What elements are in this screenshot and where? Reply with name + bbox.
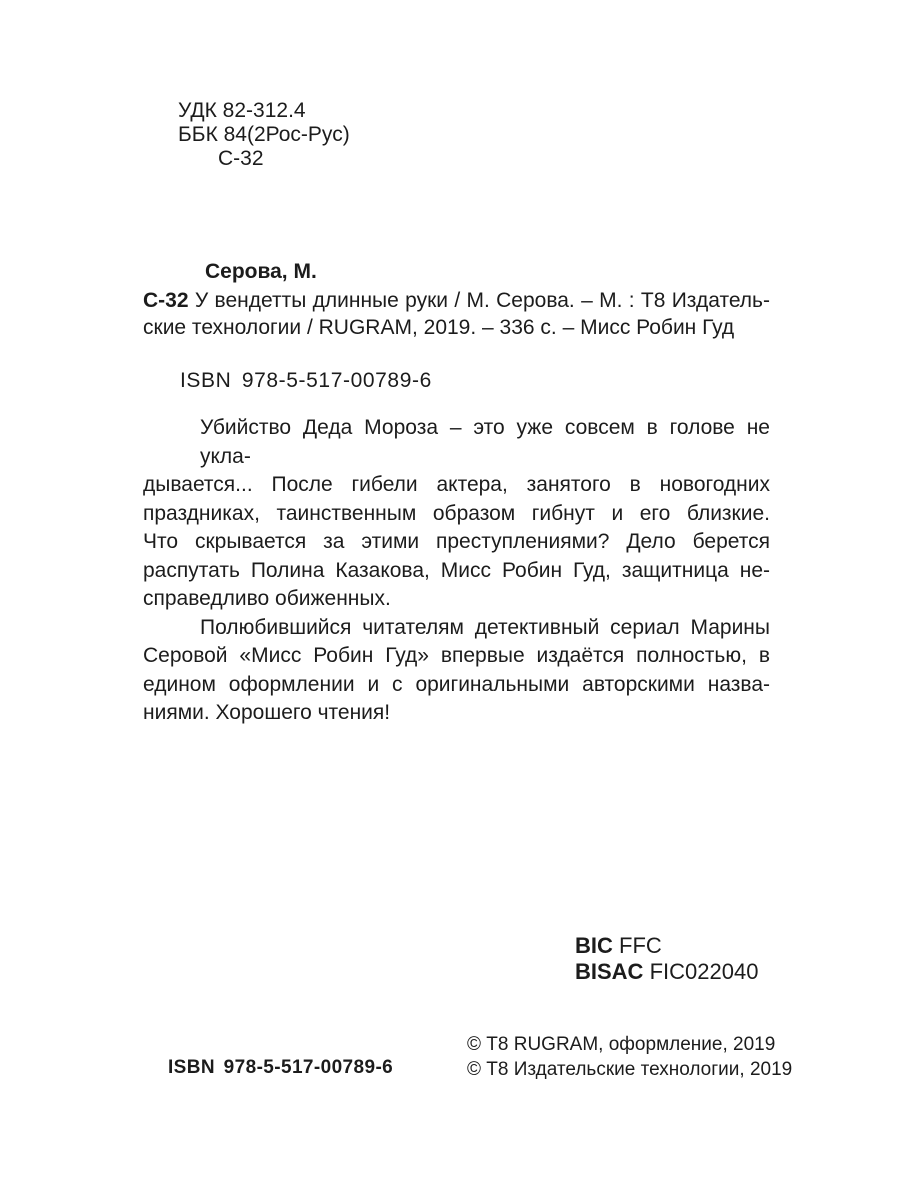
annotation-p1-line-4: Что скрывается за этими преступлениями? Дело берется <box>143 530 770 553</box>
annotation-p1-line-3: праздниках, таинственным образом гибнут и его близкие. <box>143 501 770 525</box>
annotation-p2-line-2: Серовой «Мисс Робин Гуд» впервые издаётся полностью, в <box>143 644 770 667</box>
catalog-code: С-32 <box>143 288 189 312</box>
annotation-block <box>143 414 770 728</box>
copyright-line-2: © Т8 Издательские технологии, 2019 <box>467 1058 793 1080</box>
bisac-value: FIC022040 <box>649 959 759 984</box>
footer-isbn: ISBN 978-5-517-00789-6 <box>168 1057 394 1078</box>
annotation-p1-line-1: Убийство Деда Мороза – это уже совсем в голове не укла- <box>200 416 770 468</box>
bibliographic-meta-block <box>178 99 350 171</box>
catalog-card-block <box>143 258 770 394</box>
annotation-p1-line-6: справедливо обиженных. <box>143 587 391 610</box>
subject-codes-block <box>575 933 758 985</box>
catalog-title-text: У вендетты длинные руки / М. Серова. – М. : Т8 Издатель- <box>194 288 770 312</box>
catalog-entry-line-1 <box>143 287 770 315</box>
book-index-code: С-32 <box>218 147 264 170</box>
copyright-block <box>467 1033 792 1082</box>
annotation-p1-line-5: распутать Полина Казакова, Мисс Робин Гуд, защитница не- <box>143 558 770 582</box>
copyright-line-1: © Т8 RUGRAM, оформление, 2019 <box>467 1034 776 1055</box>
catalog-author: Серова, М. <box>205 260 317 283</box>
catalog-isbn: ISBN 978-5-517-00789-6 <box>180 368 432 392</box>
udk-line: УДК 82-312.4 <box>178 99 306 122</box>
annotation-p2-line-1: Полюбившийся читателям детективный сериал Марины <box>200 615 770 639</box>
bisac-code-line <box>575 959 758 985</box>
catalog-entry-line-2: ские технологии / RUGRAM, 2019. – 336 с. – Мисс Робин Гуд <box>143 316 735 339</box>
bic-label: BIC <box>575 933 613 958</box>
annotation-p2-line-4: ниями. Хорошего чтения! <box>143 701 391 724</box>
bic-code-line <box>575 933 758 959</box>
annotation-p2-line-3: едином оформлении и с оригинальными авторскими назва- <box>143 672 770 696</box>
bisac-label: BISAC <box>575 959 644 984</box>
annotation-p1-line-2: дывается... После гибели актера, занятого в новогодних <box>143 473 770 496</box>
bic-value: FFC <box>619 933 662 958</box>
bbk-line: ББК 84(2Рос-Рус) <box>178 123 350 146</box>
